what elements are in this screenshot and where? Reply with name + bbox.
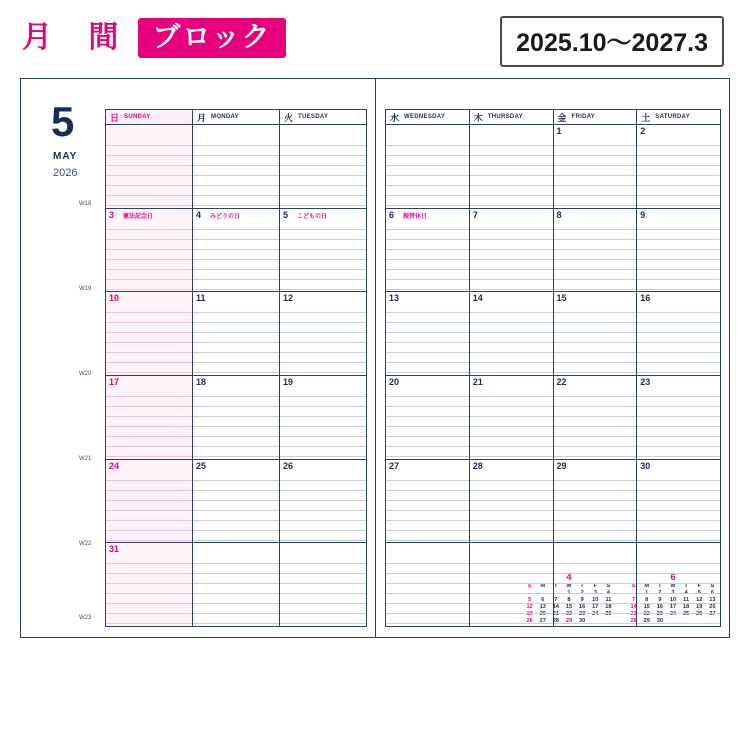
weekday-english-friday: FRIDAY [571,114,596,120]
day-cell-rule-lines [470,387,553,459]
mini-calendar-dow: S [710,583,715,589]
day-number: 2 [640,126,646,136]
right-page [375,79,729,637]
week-row [385,209,721,293]
mini-calendar-day: 10 [669,597,677,603]
mini-calendar-day: 12 [696,597,703,603]
day-cell[interactable] [105,543,192,627]
mini-calendar-day: 24 [669,611,677,617]
week-row [105,292,367,376]
weekday-english-monday: MONDAY [211,114,239,120]
week-marker-w21: W21 [79,456,92,462]
mini-calendar-day: 8 [645,597,649,603]
mini-calendar-dow: T [658,583,662,589]
right-week-rows [385,125,721,627]
day-cell[interactable] [636,209,721,293]
day-cell-rule-lines [193,220,279,292]
weekday-kanji-saturday: 土 [641,112,651,123]
weekday-header-wednesday [385,109,469,125]
weekday-english-saturday: SATURDAY [655,114,691,120]
day-cell[interactable] [385,460,469,544]
week-row [385,125,721,209]
mini-calendar-day: 1 [567,590,571,596]
weekday-header-sunday [105,109,192,125]
day-number: 4 [196,209,202,220]
day-number: 10 [109,293,120,304]
header-date-range: 2025.10〜2027.3 [500,16,724,67]
left-weekday-header-row [105,109,367,125]
day-cell[interactable] [105,460,192,544]
mini-calendar-day: 18 [605,604,612,610]
mini-calendar-day: 20 [709,604,716,610]
mini-calendar-day: 7 [554,597,558,603]
holiday-label: こどもの日 [297,213,328,220]
day-number: 17 [109,376,120,387]
mini-calendar-day: 27 [539,618,546,624]
mini-calendar-day: 13 [709,597,716,603]
mini-calendar-day: 18 [683,604,690,610]
day-number: 3 [109,209,115,220]
day-cell-rule-lines [386,303,469,375]
day-cell[interactable] [385,292,469,376]
week-row [105,460,367,544]
day-cell-rule-lines [554,136,637,208]
day-cell[interactable] [105,292,192,376]
day-cell-rule-lines [280,136,366,208]
page-header [0,14,750,62]
weekday-kanji-wednesday: 水 [390,112,400,123]
day-number: 24 [109,460,120,471]
week-row [385,543,721,627]
mini-calendar-day: 2 [658,590,662,596]
day-cell[interactable] [385,376,469,460]
day-number: 8 [556,209,562,220]
day-number: 11 [196,293,206,304]
mini-calendar-dow: S [606,583,611,589]
month-english: MAY [53,151,78,162]
mini-calendar-day: 14 [630,604,637,610]
mini-calendar-day: 15 [643,604,650,610]
day-cell-rule-lines [554,220,637,292]
day-number: 14 [472,293,483,304]
day-cell-rule-lines [470,136,553,208]
weekday-kanji-thursday: 木 [473,112,483,123]
day-number: 23 [640,376,651,387]
weekday-english-thursday: THURSDAY [487,114,523,120]
day-number: 1 [556,126,562,136]
day-cell[interactable] [553,209,637,293]
day-cell[interactable] [553,292,637,376]
mini-calendar-dow: T [580,583,584,589]
mini-calendar-day: 1 [645,590,649,596]
holiday-label: 憲法記念日 [123,213,154,220]
mini-calendar-dow: F [593,583,597,589]
day-cell-rule-lines [554,554,637,626]
day-number: 9 [640,209,646,220]
day-cell[interactable] [279,376,367,460]
mini-calendar-day: 15 [565,604,573,610]
mini-calendar-day: 24 [592,611,599,617]
weekday-kanji-friday: 金 [557,112,567,123]
week-row [385,376,721,460]
mini-calendar-dow: W [670,583,676,589]
day-cell-rule-lines [637,554,720,626]
week-marker-w19: W19 [79,286,92,292]
week-row [105,543,367,627]
day-number: 27 [389,460,400,471]
day-cell[interactable] [192,209,279,293]
mini-calendar-day: 29 [643,618,650,624]
day-number: 20 [389,376,400,387]
day-cell-rule-lines [106,303,192,375]
day-cell-rule-lines [386,387,469,459]
day-cell-rule-lines [637,220,720,292]
mini-calendar-day: 19 [696,604,703,610]
day-cell[interactable] [105,209,192,293]
day-cell[interactable] [105,376,192,460]
day-cell-rule-lines [280,303,366,375]
mini-calendar-day: 22 [565,611,573,617]
week-row [105,209,367,293]
day-cell[interactable] [636,292,721,376]
day-number: 28 [472,460,483,471]
day-cell-rule-lines [470,220,553,292]
mini-calendar-dow: F [697,583,701,589]
weekday-header-friday [553,109,637,125]
mini-calendar-day: 3 [593,590,597,596]
day-cell[interactable] [279,125,367,209]
month-number: 5 [51,98,75,145]
mini-calendar-day: 16 [656,604,663,610]
day-cell[interactable] [279,460,367,544]
day-cell[interactable] [636,125,721,209]
day-cell[interactable] [385,125,469,209]
mini-calendar-day: 30 [579,618,586,624]
mini-calendar-day: 17 [669,604,677,610]
day-number: 29 [556,460,567,471]
day-cell[interactable] [469,460,553,544]
mini-calendar-day: 30 [656,618,663,624]
day-cell[interactable] [192,460,279,544]
mini-calendar-dow: W [566,583,572,589]
day-cell-rule-lines [386,220,469,292]
mini-calendar-day: 21 [552,611,559,617]
day-cell-rule-lines [280,471,366,543]
day-number: 15 [556,293,567,304]
mini-calendar-month: 4 [566,572,572,582]
week-row [385,460,721,544]
mini-calendar-day: 19 [526,611,533,617]
left-week-rows [105,125,367,627]
mini-calendar-day: 9 [658,597,662,603]
week-marker-w22: W22 [79,541,92,547]
week-marker-w18: W18 [79,201,92,207]
day-cell[interactable] [279,209,367,293]
mini-calendar-day: 4 [606,590,610,596]
mini-calendar-day: 28 [630,618,637,624]
day-cell[interactable] [553,543,637,627]
day-cell[interactable] [469,209,553,293]
mini-calendar-day: 7 [632,597,636,603]
mini-calendar-day: 17 [592,604,599,610]
mini-calendar-day: 6 [710,590,714,596]
day-cell-rule-lines [280,554,366,626]
mini-calendar-day: 11 [683,597,690,603]
mini-calendar-day: 4 [684,590,688,596]
week-row [105,125,367,209]
day-cell-rule-lines [193,554,279,626]
day-cell-rule-lines [637,136,720,208]
day-cell[interactable] [636,460,721,544]
mini-calendar-day: 23 [579,611,586,617]
day-cell-rule-lines [637,387,720,459]
day-cell[interactable] [469,292,553,376]
day-cell-rule-lines [637,303,720,375]
month-label-column [21,79,105,637]
day-cell-rule-lines [106,387,192,459]
weekday-english-tuesday: TUESDAY [298,114,329,120]
mini-calendar-day: 29 [565,618,573,624]
left-grid [105,109,367,627]
mini-calendar-day: 3 [671,590,675,596]
mini-calendar-dow: S [631,583,636,589]
day-cell-rule-lines [386,471,469,543]
right-weekday-header-row [385,109,721,125]
header-block-badge: ブロック [138,18,285,58]
day-cell-rule-lines [470,471,553,543]
weekday-header-monday [192,109,279,125]
day-cell[interactable] [385,543,469,627]
day-cell-rule-lines [106,554,192,626]
day-number: 16 [640,293,651,304]
mini-calendar-dow: T [684,583,688,589]
day-cell-rule-lines [106,220,192,292]
weekday-kanji-tuesday: 火 [284,112,294,123]
mini-calendar-dow: S [527,583,532,589]
mini-calendar-day: 26 [526,618,533,624]
mini-calendar-day: 16 [579,604,586,610]
mini-calendar-day: 11 [605,597,612,603]
mini-calendar-day: 5 [697,590,701,596]
mini-calendar-day: 14 [552,604,559,610]
day-cell[interactable] [469,543,553,627]
week-row [105,376,367,460]
day-number: 18 [196,376,207,387]
day-cell-rule-lines [280,220,366,292]
day-number: 25 [196,460,207,471]
mini-calendar-day: 5 [528,597,532,603]
day-cell-rule-lines [193,471,279,543]
day-number: 13 [389,293,400,304]
day-cell-rule-lines [386,136,469,208]
week-marker-w20: W20 [79,371,92,377]
holiday-label: みどりの日 [210,213,241,220]
day-number: 5 [283,209,289,220]
mini-calendar-day: 8 [567,597,571,603]
day-cell-rule-lines [106,136,192,208]
day-cell-rule-lines [554,387,637,459]
weekday-header-thursday [469,109,553,125]
day-number: 31 [109,544,120,555]
day-cell[interactable] [192,125,279,209]
mini-calendar-day: 25 [605,611,612,617]
right-grid [385,109,721,627]
mini-calendar-dow: T [554,583,558,589]
weekday-english-wednesday: WEDNESDAY [404,114,446,120]
day-cell[interactable] [553,376,637,460]
day-number: 30 [640,460,651,471]
mini-calendar-day: 13 [539,604,546,610]
day-cell[interactable] [279,543,367,627]
header-kanji-label: 月 間 [22,21,133,54]
mini-calendar-day: 22 [643,611,650,617]
day-cell[interactable] [385,209,469,293]
day-cell[interactable] [553,460,637,544]
mini-calendar-day: 26 [696,611,703,617]
day-cell-rule-lines [470,554,553,626]
day-cell[interactable] [636,543,721,627]
day-cell[interactable] [469,376,553,460]
mini-calendar-day: 27 [709,611,716,617]
day-number: 7 [472,209,478,220]
day-number: 12 [283,293,294,304]
mini-calendar-day: 23 [656,611,663,617]
weekday-kanji-monday: 月 [197,112,207,123]
day-number: 19 [283,376,294,387]
day-number: 21 [472,376,483,387]
mini-calendar-day: 20 [539,611,546,617]
mini-calendar-day: 10 [592,597,599,603]
day-cell-rule-lines [280,387,366,459]
weekday-kanji-sunday: 日 [110,112,120,123]
weekday-header-saturday [636,109,721,125]
mini-calendar-month: 6 [670,572,676,582]
day-cell[interactable] [636,376,721,460]
left-page [21,79,375,637]
header-title-group [22,14,286,62]
mini-calendar-day: 9 [580,597,584,603]
day-cell[interactable] [192,292,279,376]
mini-calendar-day: 25 [683,611,690,617]
week-row [385,292,721,376]
month-year: 2026 [53,167,78,179]
weekday-english-sunday: SUNDAY [124,114,151,120]
day-cell-rule-lines [386,554,469,626]
calendar-spread [20,78,730,638]
day-cell[interactable] [192,376,279,460]
day-cell-rule-lines [637,471,720,543]
day-number: 22 [556,376,567,387]
day-cell[interactable] [279,292,367,376]
day-number: 26 [283,460,294,471]
day-cell-rule-lines [193,136,279,208]
day-cell-rule-lines [554,303,637,375]
week-marker-w23: W23 [79,615,92,621]
day-cell-rule-lines [193,303,279,375]
mini-calendar-day: 28 [552,618,559,624]
day-cell-rule-lines [554,471,637,543]
day-cell-rule-lines [193,387,279,459]
day-cell-rule-lines [470,303,553,375]
mini-calendar-dow: M [540,583,546,589]
mini-calendar-day: 21 [630,611,637,617]
weekday-header-tuesday [279,109,367,125]
day-cell[interactable] [553,125,637,209]
mini-calendar-day: 6 [541,597,545,603]
holiday-label: 振替休日 [403,213,428,220]
day-cell[interactable] [192,543,279,627]
day-cell[interactable] [469,125,553,209]
mini-calendar-dow: M [644,583,650,589]
day-cell-rule-lines [106,471,192,543]
mini-calendar-day: 12 [526,604,533,610]
mini-calendar-day: 2 [580,590,584,596]
day-number: 6 [389,209,395,220]
day-cell[interactable] [105,125,192,209]
